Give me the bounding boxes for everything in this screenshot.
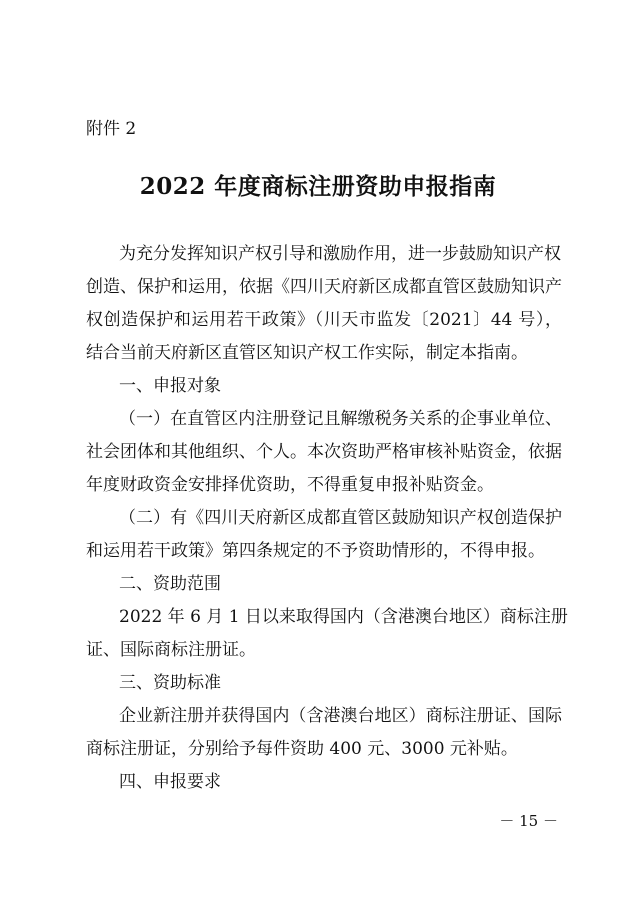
body-text-line: 商标注册证，分别给予每件资助 400 元、3000 元补贴。 <box>86 739 518 759</box>
body-text-line: 2022 年 6 月 1 日以来取得国内（含港澳台地区）商标注册 <box>119 607 568 627</box>
body-text-line: 证、国际商标注册证。 <box>86 640 256 660</box>
body-text-line: 创造、保护和运用，依据《四川天府新区成都直管区鼓励知识产 <box>86 277 562 297</box>
body-text-line: 社会团体和其他组织、个人。本次资助严格审核补贴资金，依据 <box>86 442 562 462</box>
body-text-line: 结合当前天府新区直管区知识产权工作实际，制定本指南。 <box>86 343 528 363</box>
section-heading: 一、申报对象 <box>119 376 221 396</box>
page-number: － 15 － <box>499 812 558 830</box>
body-text-line: 年度财政资金安排择优资助，不得重复申报补贴资金。 <box>86 475 494 495</box>
section-heading: 四、申报要求 <box>119 772 221 792</box>
body-text-line: （一）在直管区内注册登记且解缴税务关系的企事业单位、 <box>119 409 562 429</box>
body-text-line: 为充分发挥知识产权引导和激励作用，进一步鼓励知识产权 <box>119 244 561 264</box>
section-heading: 三、资助标准 <box>119 673 221 693</box>
section-heading: 二、资助范围 <box>119 574 221 594</box>
body-text-line: 企业新注册并获得国内（含港澳台地区）商标注册证、国际 <box>119 706 562 726</box>
body-text-line: 和运用若干政策》第四条规定的不予资助情形的，不得申报。 <box>86 541 545 561</box>
body-text-line: 权创造保护和运用若干政策》（川天市监发〔2021〕44 号）， <box>86 310 562 330</box>
body-text-line: （二）有《四川天府新区成都直管区鼓励知识产权创造保护 <box>119 508 562 528</box>
page-title: 2022 年度商标注册资助申报指南 <box>139 173 497 200</box>
annex-label: 附件 2 <box>86 119 137 139</box>
